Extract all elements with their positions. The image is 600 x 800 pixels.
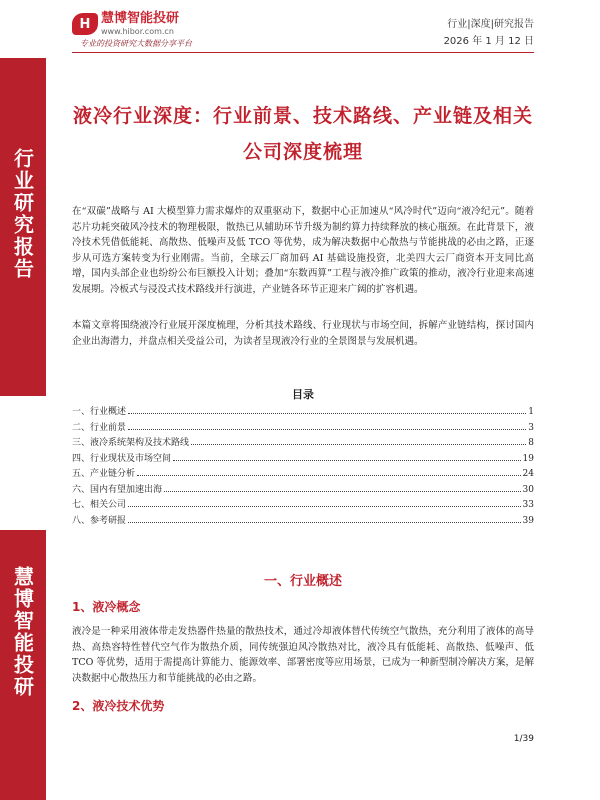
toc-item[interactable]: 七、相关公司 33 — [72, 500, 534, 510]
sidebar-top-block — [0, 58, 46, 396]
sidebar — [0, 0, 46, 800]
toc-item[interactable]: 二、行业前景 3 — [72, 422, 534, 433]
header-divider — [72, 52, 534, 53]
toc-title: 目录 — [292, 388, 314, 401]
brand-logo — [72, 12, 179, 36]
toc-item[interactable]: 三、液冷系统架构及技术路线 8 — [72, 438, 534, 448]
intro-paragraph-1: 在“双碳”战略与 AI 大模型算力需求爆炸的双重驱动下，数据中心正加速从“风冷时代”迈向“液冷纪元”。随着芯片功耗突破风冷技术的物理极限，散热已从辅助环节升级为制约算力持续释放的核心瓶颈。在此背景下，液冷技术凭借低能耗、高散热、低噪声及低 TCO 等优势，成为解决数据中心散热与节能挑战的必由之路，正逐步从可选方案转变为行业刚需。当前，全球云厂商加码 AI 基础设施投资，北美四大云厂商资本开支同比高增，国内头部企业也纷纷公布巨额投入计划；叠加“东数西算”工程与液冷推广政策的推动，液冷行业迎来高速发展期。冷板式与浸没式技术路线并行演进，产业链各环节正迎来广阔的扩容机遇。 — [72, 206, 534, 295]
toc-item[interactable]: 一、行业概述 1 — [72, 407, 534, 417]
report-title: 液冷行业深度：行业前景、技术路线、产业链及相关公司深度梳理 — [72, 105, 533, 163]
subsection-heading-advantage: 2、液冷技术优势 — [72, 699, 165, 713]
logo-icon: H — [72, 13, 98, 35]
intro-paragraph-2: 本篇文章将围绕液冷行业展开深度梳理，分析其技术路线、行业现状与市场空间，拆解产业链结构，探讨国内企业出海潜力，并盘点相关受益公司，为读者呈现液冷行业的全景图景与发展机遇。 — [72, 320, 534, 347]
sidebar-bottom-label: 慧博智能投研 — [10, 566, 35, 698]
page-number: 1/39 — [513, 734, 534, 744]
brand-tagline: 专业的投资研究大数据分享平台 — [80, 39, 192, 48]
toc-item[interactable]: 六、国内有望加速出海 30 — [72, 484, 534, 495]
concept-paragraph: 液冷是一种采用液体带走发热器件热量的散热技术，通过冷却液体替代传统空气散热，充分利用了液体的高导热、高热容特性替代空气作为散热介质，同传统强迫风冷散热对比，液冷具有低能耗、高散热、低噪声、低 TCO 等优势，适用于需提高计算能力、能源效率、部署密度等应用场景，已成为一种新型制冷解决方案，是解决数据中心散热压力和节能挑战的必由之路。 — [72, 626, 534, 684]
sidebar-top-label: 行业研究报告 — [10, 148, 35, 280]
toc-item[interactable]: 五、产业链分析 24 — [72, 469, 534, 479]
brand-url: www.hibor.com.cn — [101, 26, 174, 36]
toc-item[interactable]: 八、参考研报 39 — [72, 515, 534, 526]
report-category: 行业|深度|研究报告 — [447, 19, 534, 30]
section-heading-1: 一、行业概述 — [263, 574, 342, 589]
sidebar-bottom-block — [0, 530, 46, 800]
subsection-heading-concept: 1、液冷概念 — [72, 600, 141, 614]
table-of-contents — [72, 404, 534, 528]
header-meta — [444, 16, 534, 50]
report-date: 2026 年 1 月 12 日 — [443, 36, 534, 47]
toc-item[interactable]: 四、行业现状及市场空间 19 — [72, 453, 534, 464]
brand-name: 慧博智能投研 — [101, 11, 180, 26]
